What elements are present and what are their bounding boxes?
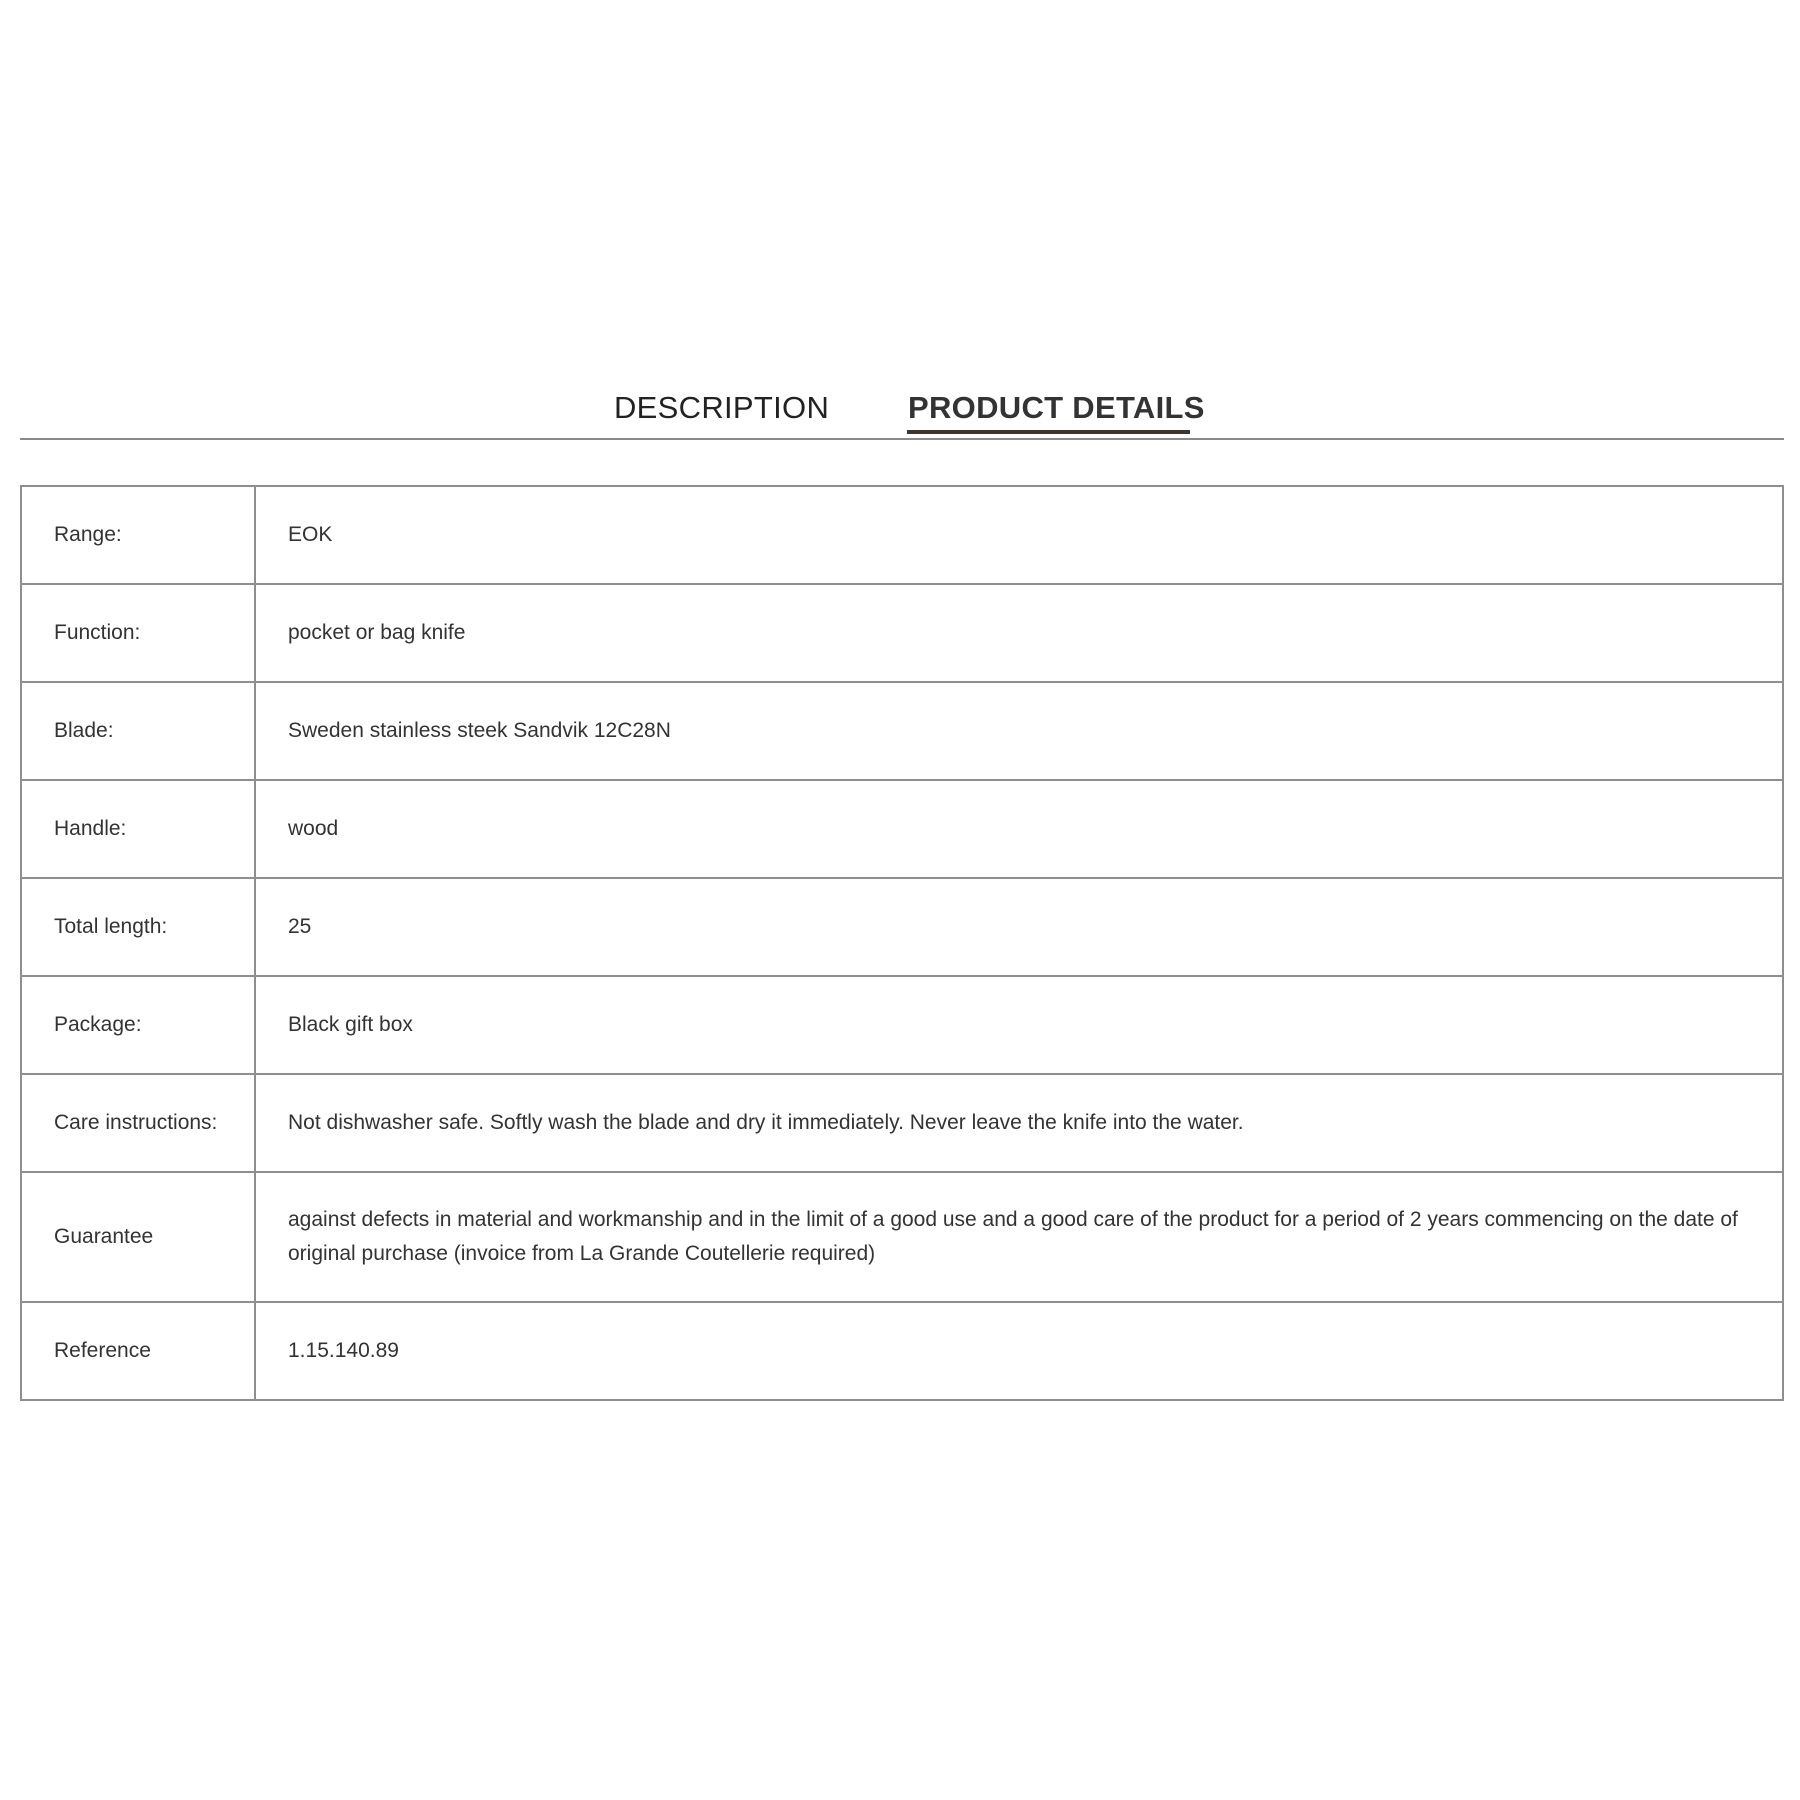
detail-label: Range: [21,486,255,584]
detail-label: Reference [21,1302,255,1400]
detail-label: Guarantee [21,1172,255,1302]
table-row [21,976,1783,1074]
tab-bar [20,380,1784,440]
table-row [21,486,1783,584]
detail-label: Package: [21,976,255,1074]
tab-product-details[interactable]: PRODUCT DETAILS [908,390,1205,425]
product-details-table [20,485,1784,1401]
detail-value: Black gift box [255,976,1783,1074]
table-row [21,1172,1783,1302]
detail-value: pocket or bag knife [255,584,1783,682]
detail-value: Not dishwasher safe. Softly wash the blade and dry it immediately. Never leave the knife into the water. [255,1074,1783,1172]
detail-label: Blade: [21,682,255,780]
detail-label: Care instructions: [21,1074,255,1172]
table-row [21,1074,1783,1172]
table-row [21,1302,1783,1400]
detail-value: against defects in material and workmanship and in the limit of a good use and a good care of the product for a period of 2 years commencing on the date of original purchase (invoice from La Grande Coutellerie required) [255,1172,1783,1302]
detail-value: wood [255,780,1783,878]
detail-label: Handle: [21,780,255,878]
detail-value: 1.15.140.89 [255,1302,1783,1400]
detail-label: Function: [21,584,255,682]
table-row [21,878,1783,976]
table-row [21,682,1783,780]
detail-value: 25 [255,878,1783,976]
detail-value: Sweden stainless steek Sandvik 12C28N [255,682,1783,780]
active-tab-indicator [907,430,1190,434]
table-row [21,584,1783,682]
table-row [21,780,1783,878]
detail-label: Total length: [21,878,255,976]
tab-description[interactable]: DESCRIPTION [614,390,830,425]
detail-value: EOK [255,486,1783,584]
